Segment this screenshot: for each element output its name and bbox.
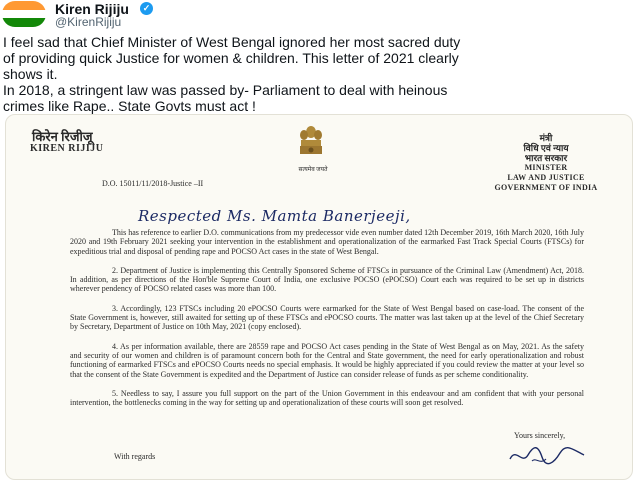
tweet-header — [0, 0, 640, 30]
avatar[interactable] — [2, 1, 46, 27]
heading-english-line: MINISTER — [524, 163, 568, 172]
sender-name-english: KIREN RIJIJU — [30, 143, 104, 154]
heading-english-line: GOVERNMENT OF INDIA — [494, 183, 598, 192]
national-emblem-icon — [296, 123, 326, 163]
heading-hindi-line: मंत्री — [539, 133, 553, 143]
letter-paragraph: 2. Department of Justice is implementing this Centrally Sponsored Scheme of FTSCs in pursuance of the Criminal Law (Amendment) Act, 2018. In addition, as per directions of the Hon'ble Supreme Court of India, one exclusive POCSO (ePOCSO) Court each was required to be set up in districts wherever pendency of POCSO related cases was more than 100. — [70, 265, 584, 294]
heading-english-line: LAW AND JUSTICE — [507, 173, 585, 182]
minister-heading — [466, 133, 626, 193]
reference-number: D.O. 15011/11/2018-Justice –II — [102, 179, 204, 188]
salutation: Respected Ms. Mamta Banerjeeji, — [138, 207, 411, 225]
letter-image[interactable] — [5, 114, 633, 480]
author-handle[interactable]: @KirenRijiju — [55, 15, 122, 29]
letter-body — [70, 228, 584, 411]
heading-hindi-line: भारत सरकार — [524, 153, 568, 163]
letter-paragraph: This has reference to earlier D.O. communications from my predecessor vide even number dated 12th December 2019, 16th March 2020, 16th July 2020 and 19th February 2021 seeking your intervention in the establishment and operationalization of the earmarked Fast Track Special Courts (FTSCs) for expeditious trial and disposal of pending rape and POCSO Act cases in the state of West Bengal. — [70, 228, 584, 256]
letter-paragraph: 3. Accordingly, 123 FTSCs including 20 ePOCSO Courts were earmarked for the State of West Bengal based on case-load. The consent of the State Government is, however, still awaited for setting up of these FTSCs and ePOCSO courts. The matter was last taken up at the level of the Chief Secretary by Secretary, Department of Justice on 10th May, 2021 (copy enclosed). — [70, 303, 584, 332]
letter-paragraph: 4. As per information available, there are 28559 rape and POCSO Act cases pending in the State of West Bengal as on May, 2021. As the safety and security of our women and children is of paramount concern both for the Central and State government, the need for early operationalization and robust functioning of earmarked FTSCs and ePOCSO Courts needs no special emphasis. It would be highly appreciated if you could review the matter at your level so that the consent of the State Government is expedited and the Department of Justice can consider release of funds as per scheme conditionality. — [70, 341, 584, 379]
regards: With regards — [114, 452, 156, 461]
emblem-caption: सत्यमेव जयते — [298, 167, 328, 173]
tweet-text — [3, 34, 637, 114]
author-name[interactable]: Kiren Rijiju — [55, 1, 129, 17]
closing: Yours sincerely, — [514, 431, 566, 440]
verified-badge-icon: ✓ — [140, 2, 153, 15]
tweet-text-line: crimes like Rape.. State Govts must act ! — [3, 98, 256, 114]
tweet-text-line: In 2018, a stringent law was passed by- Parliament to deal with heinous — [3, 82, 448, 98]
heading-hindi-line: विधि एवं न्याय — [523, 143, 569, 153]
tweet-text-line: of providing quick Justice for women & children. This letter of 2021 clearly — [3, 50, 459, 66]
letter-paragraph: 5. Needless to say, I assure you full support on the part of the Union Government in this endeavour and am confident that with your personal intervention, the bottlenecks coming in the way for setting up and operationalization of these courts will soon get resolved. — [70, 388, 584, 408]
tweet-text-line: shows it. — [3, 66, 58, 82]
tweet-text-line: I feel sad that Chief Minister of West Bengal ignored her most sacred duty — [3, 34, 461, 50]
signature — [502, 435, 592, 469]
sender-name-hindi: किरेन रिजीजू — [32, 129, 93, 144]
